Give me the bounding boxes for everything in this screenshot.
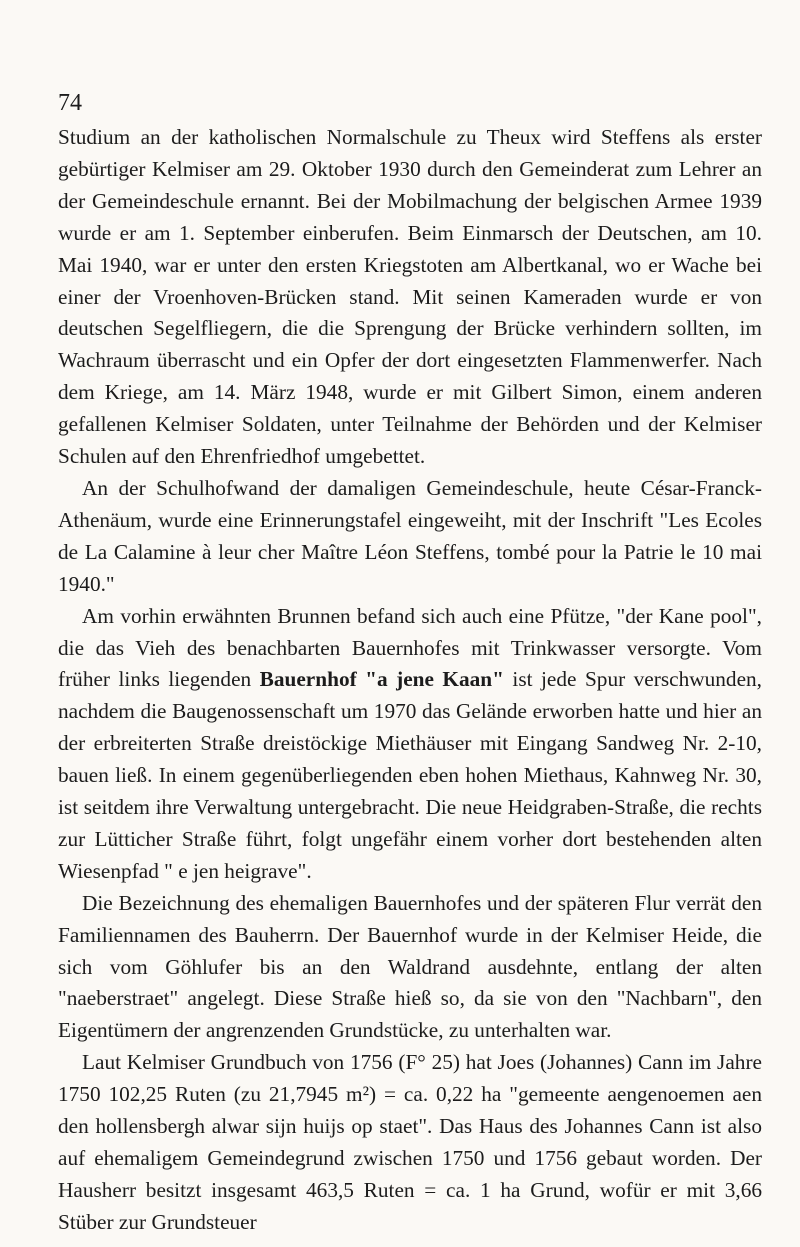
paragraph-4 bbox=[58, 888, 762, 1048]
paragraph-2 bbox=[58, 473, 762, 601]
body-text bbox=[58, 122, 762, 1239]
text-segment: Laut Kelmiser Grundbuch von 1756 (F° 25) hat Joes (Johannes) Cann im Jahre 1750 102,25 Ruten (zu 21,7945 m²) = ca. 0,22 ha "gemeente aengenoemen aen den hollensbergh alwar sijn huijs op staet". Das Haus des Johannes Cann ist also auf ehemaligem Gemeindegrund zwischen 1750 und 1756 gebaut worden. Der Hausherr besitzt insgesamt 463,5 Ruten = ca. 1 ha Grund, wofür er mit 3,66 Stüber zur Grundsteuer bbox=[58, 1050, 762, 1234]
text-segment: Am vorhin erwähnten Brunnen befand sich auch eine Pfütze, "der Kane pool", die das Vieh des benachbarten Bauernhofes mit Trinkwasser versorgte. Vom früher links liegenden bbox=[58, 603, 762, 692]
text-segment: Studium an der katholischen Normalschule zu Theux wird Steffens als erster gebürtiger Kelmiser am 29. Oktober 1930 durch den Gemeinderat zum Lehrer an der Gemeindeschule ernannt. Bei der Mobilmachung der belgischen Armee 1939 wurde er am 1. September einberufen. Beim Einmarsch der Deutschen, am 10. Mai 1940, war er unter den ersten Kriegstoten am Albertkanal, wo er Wache bei einer der Vroenhoven-Brücken stand. Mit seinen Kameraden wurde er von deutschen Segelfliegern, die die Sprengung der Brücke verhindern sollten, im Wachraum überrascht und ein Opfer der dort eingesetzten Flammenwerfer. Nach dem Kriege, am 14. März 1948, wurde er mit Gilbert Simon, einem anderen gefallenen Kelmiser Soldaten, unter Teilnahme der Behörden und der Kelmiser Schulen auf den Ehrenfriedhof umgebettet. bbox=[58, 125, 762, 469]
text-segment: An der Schulhofwand der damaligen Gemeindeschule, heute César-Franck-Athenäum, wurde eine Erinnerungstafel eingeweiht, mit der Inschrift "Les Ecoles de La Calamine à leur cher Maître Léon Steffens, tombé pour la Patrie le 10 mai 1940." bbox=[58, 475, 762, 596]
text-segment: ist jede Spur verschwunden, nachdem die Baugenossenschaft um 1970 das Gelände erworben hatte und hier an der erbreiterten Straße dreistöckige Miethäuser mit Eingang Sandweg Nr. 2-10, bauen ließ. In einem gegenüberliegenden eben hohen Miethaus, Kahnweg Nr. 30, ist seitdem ihre Verwaltung untergebracht. Die neue Heidgraben-Straße, die rechts zur Lütticher Straße führt, folgt ungefähr einem vorher dort bestehenden alten Wiesenpfad " e jen heigrave". bbox=[58, 667, 762, 883]
farm-name-emphasis: Bauernhof "a jene Kaan" bbox=[259, 667, 504, 692]
paragraph-5 bbox=[58, 1047, 762, 1238]
paragraph-3 bbox=[58, 601, 762, 888]
text-segment: Die Bezeichnung des ehemaligen Bauernhofes und der späteren Flur verrät den Familiennamen des Bauherrn. Der Bauernhof wurde in der Kelmiser Heide, die sich vom Göhlufer bis an den Waldrand ausdehnte, entlang der alten "naeberstraet" angelegt. Diese Straße hieß so, da sie von den "Nachbarn", den Eigentümern der angrenzenden Grundstücke, zu unterhalten war. bbox=[58, 890, 762, 1043]
page-number: 74 bbox=[58, 90, 82, 116]
paragraph-1 bbox=[58, 122, 762, 473]
